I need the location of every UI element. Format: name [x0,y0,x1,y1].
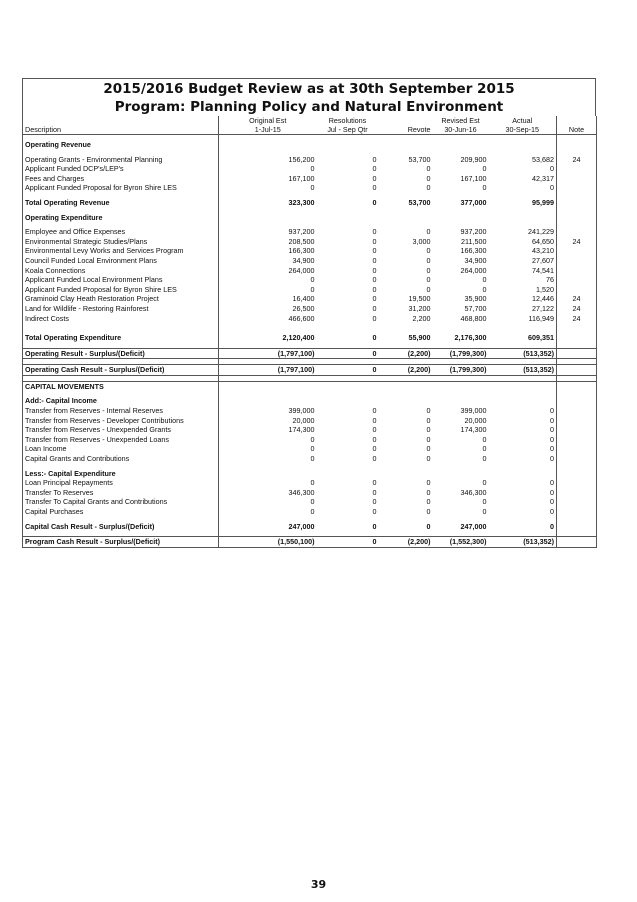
table-row: Applicant Funded Local Environment Plans 0 0 0 0 76 [23,275,597,285]
table-row: Capital Purchases 0 0 0 0 0 [23,507,597,517]
budget-table [22,116,597,548]
table-row: Transfer from Reserves - Internal Reserves 399,000 0 0 399,000 0 [23,406,597,416]
program-title: Program: Planning Policy and Natural Environment [114,99,504,115]
operating-result-row: Operating Result - Surplus/(Deficit) (1,797,100) 0 (2,200) (1,799,300) (513,352) [23,348,597,359]
table-row: Operating Grants - Environmental Planning 156,200 0 53,700 209,900 53,682 24 [23,155,597,165]
report-title: 2015/2016 Budget Review as at 30th September 2015 [103,81,515,97]
section-heading: CAPITAL MOVEMENTS [23,381,597,391]
table-row: Indirect Costs 466,600 0 2,200 468,800 116,949 24 [23,314,597,324]
table-row: Transfer from Reserves - Developer Contributions 20,000 0 0 20,000 0 [23,416,597,426]
program-cash-row: Program Cash Result - Surplus/(Deficit) (1,550,100) 0 (2,200) (1,552,300) (513,352) [23,537,597,548]
table-row: Applicant Funded Proposal for Byron Shire LES 0 0 0 0 1,520 [23,285,597,295]
section-heading: Operating Revenue [23,140,597,150]
header-row-2: Description 1-Jul-15 Jul - Sep Qtr Revote 30-Jun-16 30-Sep-15 Note [23,125,597,135]
total-expenditure-row: Total Operating Expenditure 2,120,400 0 55,900 2,176,300 609,351 [23,333,597,343]
section-heading: Less:- Capital Expenditure [23,469,597,479]
table-row: Land for Wildlife - Restoring Rainforest 26,500 0 31,200 57,700 27,122 24 [23,304,597,314]
operating-cash-row: Operating Cash Result - Surplus/(Deficit) (1,797,100) 0 (2,200) (1,799,300) (513,352) [23,365,597,376]
header-row-1: Original Est Resolutions Revised Est Actual [23,116,597,125]
table-row: Fees and Charges 167,100 0 0 167,100 42,317 [23,174,597,184]
section-heading: Add:- Capital Income [23,396,597,406]
table-row: Council Funded Local Environment Plans 34,900 0 0 34,900 27,607 [23,256,597,266]
table-row: Graminoid Clay Heath Restoration Project 16,400 0 19,500 35,900 12,446 24 [23,294,597,304]
table-row: Applicant Funded DCP's/LEP's 0 0 0 0 0 [23,164,597,174]
capital-cash-row: Capital Cash Result - Surplus/(Deficit) 247,000 0 0 247,000 0 [23,522,597,532]
table-row: Transfer from Reserves - Unexpended Loans 0 0 0 0 0 [23,435,597,445]
table-row: Environmental Levy Works and Services Program 166,300 0 0 166,300 43,210 [23,246,597,256]
table-row: Transfer To Capital Grants and Contributions 0 0 0 0 0 [23,497,597,507]
table-row: Transfer To Reserves 346,300 0 0 346,300 0 [23,488,597,498]
table-row: Employee and Office Expenses 937,200 0 0 937,200 241,229 [23,227,597,237]
table-row: Applicant Funded Proposal for Byron Shire LES 0 0 0 0 0 [23,183,597,193]
section-heading: Operating Expenditure [23,213,597,223]
table-row: Loan Income 0 0 0 0 0 [23,444,597,454]
table-row: Loan Principal Repayments 0 0 0 0 0 [23,478,597,488]
total-revenue-row: Total Operating Revenue 323,300 0 53,700 377,000 95,999 [23,198,597,208]
budget-table-body [23,116,597,547]
table-row: Transfer from Reserves - Unexpended Grants 174,300 0 0 174,300 0 [23,425,597,435]
budget-sheet [22,78,596,548]
page-number: 39 [310,878,327,891]
title-block [22,78,596,116]
table-row: Capital Grants and Contributions 0 0 0 0 0 [23,454,597,464]
table-row: Koala Connections 264,000 0 0 264,000 74,541 [23,266,597,276]
table-row: Environmental Strategic Studies/Plans 208,500 0 3,000 211,500 64,650 24 [23,237,597,247]
